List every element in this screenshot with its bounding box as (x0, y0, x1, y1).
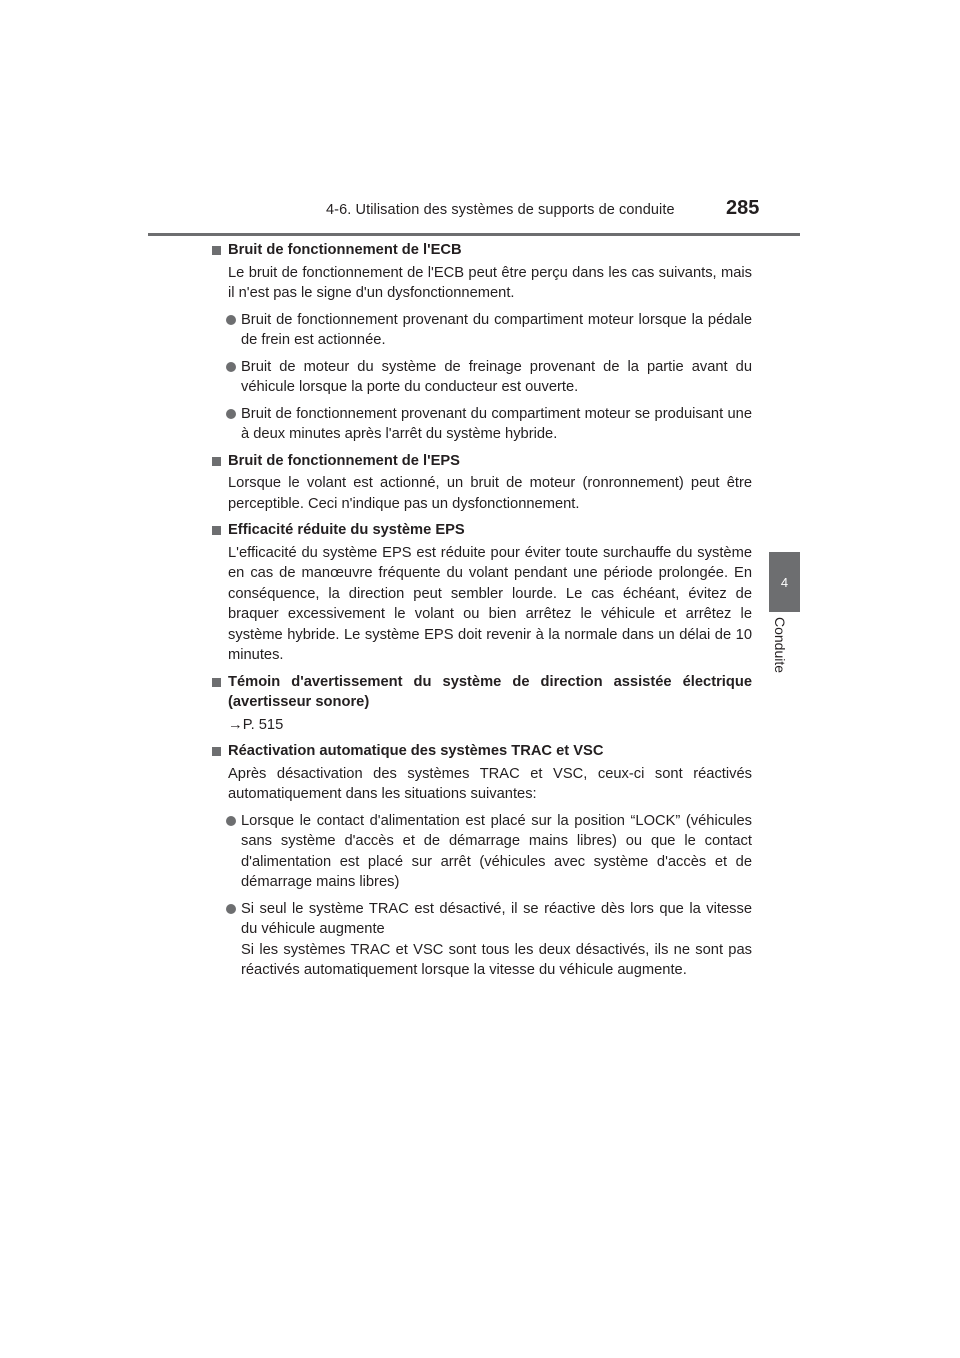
section-title (228, 520, 752, 541)
list-item-text: Bruit de fonctionnement provenant du compartiment moteur lorsque la pédale de frein est actionnée. (241, 311, 752, 348)
paragraph: Lorsque le volant est actionné, un bruit de moteur (ronronnement) peut être perceptible. Ceci n'indique pas un dysfonctionnement. (228, 475, 752, 512)
list-item (241, 404, 752, 445)
header-section-title: 4-6. Utilisation des systèmes de supports de conduite (326, 202, 675, 218)
square-bullet-icon (212, 526, 221, 535)
list-item (241, 310, 752, 351)
section-eps-noise (212, 451, 752, 515)
square-bullet-icon (212, 246, 221, 255)
list-item-text: Si les systèmes TRAC et VSC sont tous les deux désactivés, ils ne sont pas réactivés automatiquement lorsque la vitesse du véhicule augmente. (241, 941, 752, 978)
section-title-text: Efficacité réduite du système EPS (228, 522, 465, 538)
round-bullet-icon (226, 315, 236, 325)
list-item-text: Bruit de fonctionnement provenant du compartiment moteur se produisant une à deux minutes après l'arrêt du système hybride. (241, 405, 752, 442)
header-rule (148, 233, 800, 236)
section-eps-efficiency (212, 520, 752, 666)
section-ecb-noise (212, 240, 752, 445)
square-bullet-icon (212, 678, 221, 687)
section-title (228, 240, 752, 261)
section-eps-warning (212, 672, 752, 736)
list-item (241, 357, 752, 398)
section-trac-vsc (212, 741, 752, 981)
list-item (241, 899, 752, 981)
list-item (241, 811, 752, 893)
paragraph: L'efficacité du système EPS est réduite pour éviter toute surchauffe du système en cas de manœuvre fréquente du volant pendant une période prolongée. En conséquence, la direction peut sembler lourde. Le cas échéant, évitez de braquer excessivement le volant ou bien arrêtez le véhicule et arrêtez le système hybride. Le système EPS doit revenir à la normale dans un délai de 10 minutes. (228, 544, 752, 663)
section-title-text: Bruit de fonctionnement de l'ECB (228, 242, 462, 258)
section-title (228, 451, 752, 472)
chapter-label: Conduite (772, 617, 788, 674)
square-bullet-icon (212, 747, 221, 756)
chapter-number: 4 (780, 574, 789, 590)
round-bullet-icon (226, 816, 236, 826)
section-title-text: Témoin d'avertissement du système de direction assistée électrique (avertisseur sonore) (228, 673, 752, 710)
section-title-text: Réactivation automatique des systèmes TRAC et VSC (228, 743, 604, 759)
section-title (228, 741, 752, 762)
list-item-text: Lorsque le contact d'alimentation est placé sur la position “LOCK” (véhicules sans système d'accès et de démarrage mains libres) ou que le contact d'alimentation est placé sur arrêt (véhicules avec système d'accès et de démarrage mains libres) (241, 812, 752, 890)
list-item-text: Si seul le système TRAC est désactivé, il se réactive dès lors que la vitesse du véhicule augmente (241, 900, 752, 937)
square-bullet-icon (212, 457, 221, 466)
chapter-tab (769, 552, 800, 612)
section-title (228, 672, 752, 713)
page-reference: →P. 515 (228, 716, 284, 733)
round-bullet-icon (226, 904, 236, 914)
page-content (212, 240, 752, 987)
section-title-text: Bruit de fonctionnement de l'EPS (228, 452, 460, 469)
paragraph: Après désactivation des systèmes TRAC et VSC, ceux-ci sont réactivés automatiquement dans les situations suivantes: (228, 765, 752, 802)
round-bullet-icon (226, 362, 236, 372)
paragraph: Le bruit de fonctionnement de l'ECB peut être perçu dans les cas suivants, mais il n'est pas le signe d'un dysfonctionnement. (228, 264, 752, 301)
page-number: 285 (726, 197, 760, 219)
round-bullet-icon (226, 409, 236, 419)
list-item-text: Bruit de moteur du système de freinage provenant de la partie avant du véhicule lorsque la porte du conducteur est ouverte. (241, 358, 752, 395)
